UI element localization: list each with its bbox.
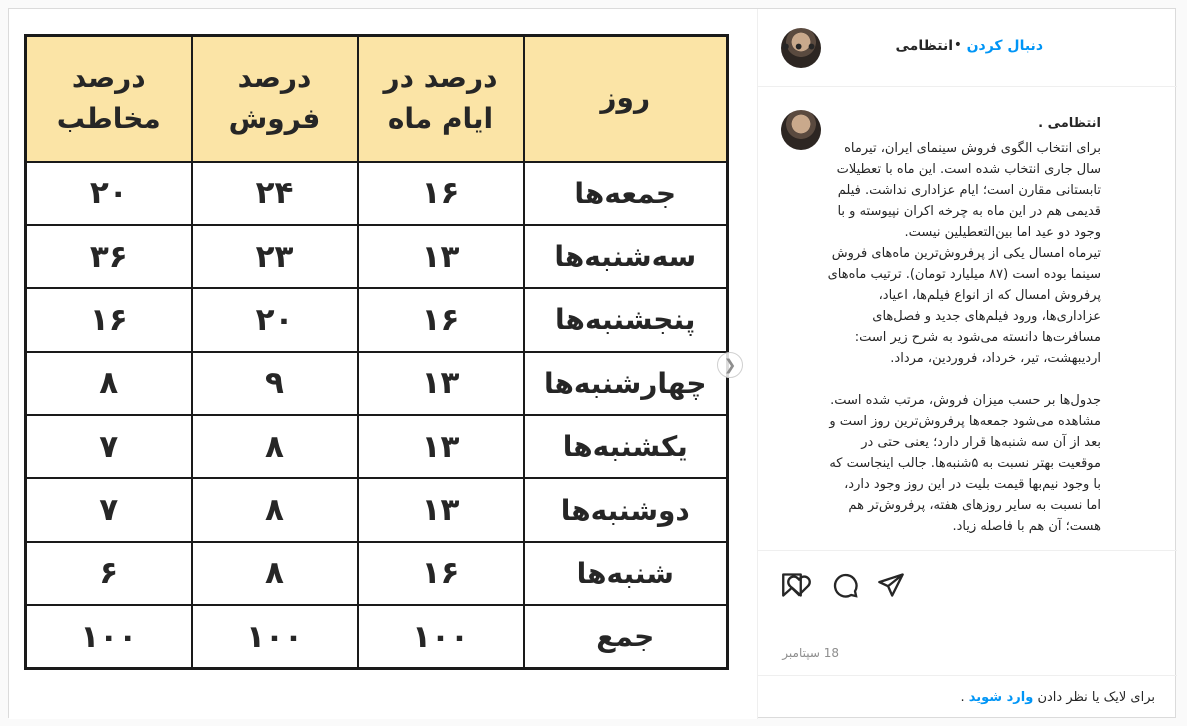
- login-prompt-text: [960, 690, 1155, 705]
- caption-username[interactable]: انتظامی .: [1038, 116, 1101, 131]
- table-cell: شنبه‌ها: [524, 542, 728, 605]
- table-cell: چهارشنبه‌ها: [524, 352, 728, 415]
- table-cell: ۸: [192, 415, 358, 478]
- table-cell: دوشنبه‌ها: [524, 478, 728, 541]
- post-sidebar: [757, 9, 1177, 719]
- table-row: [26, 352, 728, 415]
- table-cell: ۶: [26, 542, 192, 605]
- bookmark-icon[interactable]: [776, 571, 806, 601]
- table-cell: ۲۴: [192, 162, 358, 225]
- table-cell: ۱۶: [26, 288, 192, 351]
- table-cell: ۱۳: [358, 478, 524, 541]
- comment-icon[interactable]: [829, 571, 859, 601]
- table-cell: ۱۶: [358, 542, 524, 605]
- chevron-right-icon[interactable]: ❯: [717, 352, 743, 378]
- table-row: [26, 542, 728, 605]
- sales-table: [24, 34, 729, 670]
- table-row-total: [26, 605, 728, 668]
- table-cell: یکشنبه‌ها: [524, 415, 728, 478]
- table-row: [26, 478, 728, 541]
- table-header-cell: درصد فروش: [192, 36, 358, 162]
- table-row: [26, 415, 728, 478]
- login-prefix: برای لایک یا نظر دادن: [1037, 690, 1155, 705]
- table-cell: ۸: [192, 478, 358, 541]
- table-row: [26, 162, 728, 225]
- table-cell: جمع: [524, 605, 728, 668]
- table-cell: ۲۰: [192, 288, 358, 351]
- caption-area[interactable]: [758, 88, 1177, 550]
- post-media[interactable]: [9, 9, 757, 719]
- follow-button[interactable]: دنبال کردن: [966, 38, 1043, 54]
- action-bar: [758, 550, 1177, 620]
- table-cell: ۸: [26, 352, 192, 415]
- table-cell: ۱۳: [358, 352, 524, 415]
- table-header-row: [26, 36, 728, 162]
- username-link[interactable]: انتظامی: [895, 38, 953, 54]
- share-icon[interactable]: [875, 571, 905, 601]
- table-header-cell: روز: [524, 36, 728, 162]
- post-frame: [8, 8, 1176, 718]
- table-cell: ۱۶: [358, 162, 524, 225]
- login-prompt: [758, 675, 1177, 719]
- table-cell: ۱۰۰: [26, 605, 192, 668]
- table-cell: ۹: [192, 352, 358, 415]
- table-cell: سه‌شنبه‌ها: [524, 225, 728, 288]
- table-cell: ۷: [26, 415, 192, 478]
- table-cell: ۳۶: [26, 225, 192, 288]
- caption-text: برای انتخاب الگوی فروش سینمای ایران، تیرماه سال جاری انتخاب شده است. این ماه با تعطیلات تابستانی مقارن است؛ ایام عزاداری نداشت. فیلم قدیمی هم در این ماه به چرخه اکران نپیوسته و با وجود دو عید اما بین‌التعطیلین نیست. تیرماه امسال یکی از پرفروش‌ترین ماه‌های فروش سینما بوده است (۸۷ میلیارد تومان). ترتیب ماه‌های پرفروش امسال که از انواع فیلم‌ها، اعیاد، عزاداری‌ها، ورود فیلم‌های جدید و فصل‌های مسافرت‌ها دانسته می‌شود به شرح زیر است: اردیبهشت، تیر، خرداد، فروردین، مرداد. جدول‌ها بر حسب میزان فروش، مرتب شده است. مشاهده می‌شود جمعه‌ها پرفروش‌ترین روز است و بعد از آن سه شنبه‌ها قرار دارد؛ یعنی حتی در موقعیت بهتر نسبت به ۵شنبه‌ها. جالب اینجاست که با وجود نیم‌بها قیمت بلیت در این روز وجود دارد، اما نسبت به سایر روزهای هفته، پرفروش‌تر هم هست؛ آن هم با فاصله زیاد.: [827, 141, 1101, 534]
- table-cell: ۱۳: [358, 225, 524, 288]
- table-cell: ۷: [26, 478, 192, 541]
- table-row: [26, 225, 728, 288]
- table-cell: جمعه‌ها: [524, 162, 728, 225]
- login-link[interactable]: وارد شوید: [968, 690, 1034, 705]
- post-header: [758, 9, 1177, 87]
- table-cell: ۱۶: [358, 288, 524, 351]
- more-horizontal-icon[interactable]: •••: [780, 35, 819, 59]
- table-cell: ۲۳: [192, 225, 358, 288]
- post-date[interactable]: 18 سپتامبر: [782, 646, 839, 660]
- table-row: [26, 288, 728, 351]
- login-suffix: .: [960, 690, 965, 705]
- separator-dot: •: [953, 37, 962, 53]
- table-cell: ۸: [192, 542, 358, 605]
- table-cell: ۱۳: [358, 415, 524, 478]
- table-cell: ۲۰: [26, 162, 192, 225]
- table-header-cell: درصد مخاطب: [26, 36, 192, 162]
- table-cell: پنجشنبه‌ها: [524, 288, 728, 351]
- table-header-cell: درصد در ایام ماه: [358, 36, 524, 162]
- table-cell: ۱۰۰: [358, 605, 524, 668]
- table-cell: ۱۰۰: [192, 605, 358, 668]
